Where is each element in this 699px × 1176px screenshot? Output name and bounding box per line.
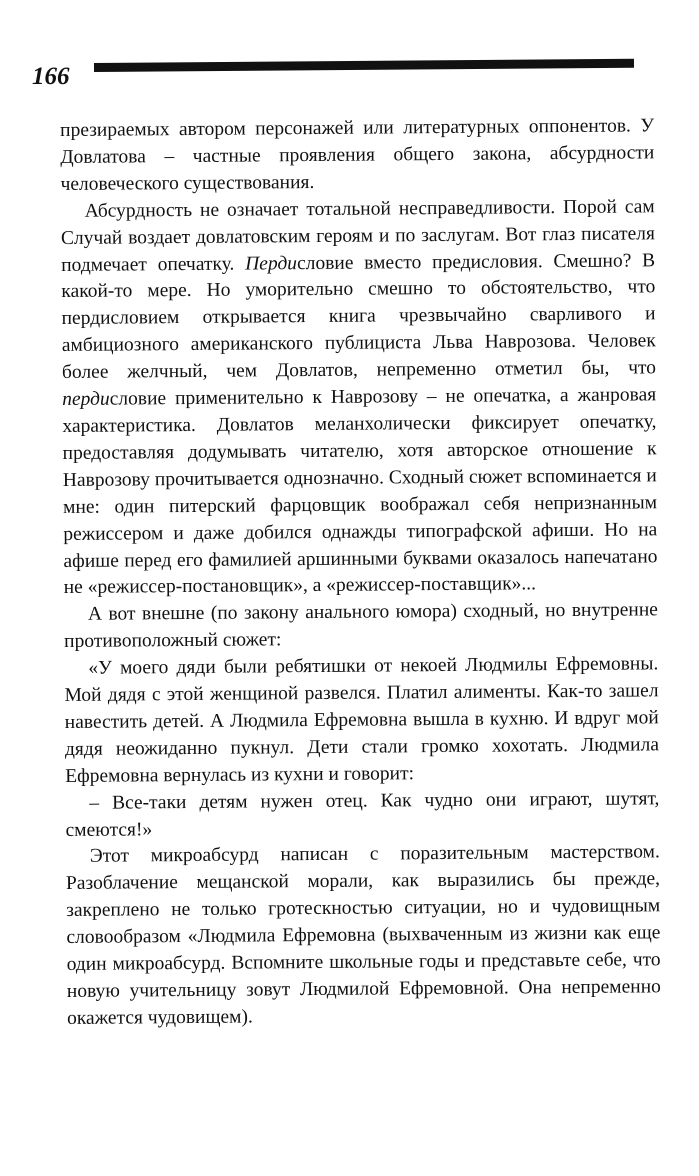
- paragraph-4: Этот микроабсурд написан с поразительным мастерством. Разоблачение мещанской морали, как выразились бы прежде, закреплено не только гротескностью ситуации, но и чудовищным словообразом «Людмила Ефремовна (выхваченным из жизни как еще один микроабсурд. Вспомните школьные годы и представьте себе, что новую учительницу зовут Людмилой Ефремовной. Она непременно окажется чудовищем).: [65, 841, 661, 1029]
- emphasis-perdi-1: Перди: [245, 252, 298, 275]
- body-text: [60, 113, 661, 1032]
- paragraph-2-text-1: Абсурдность не означает тотальной несправедливости. Порой сам Случай воздает довлатовским героям и по заслугам. Вот глаз писателя подмечает опечатку.: [60, 196, 656, 276]
- paragraph-3: А вот внешне (по закону анального юмора) сходный, но внутренне противоположный сюжет:: [64, 599, 658, 653]
- emphasis-perdi-2: перди: [62, 388, 110, 411]
- paragraph-2: [61, 194, 658, 602]
- paragraph-1: презираемых автором персонажей или литературных оппонентов. У Довлатова – частные проявления общего закона, абсурдности человеческого существования.: [60, 115, 655, 195]
- quote-paragraph-1: «У моего дяди были ребятишки от некоей Людмилы Ефремовны. Мой дядя с этой женщиной развелся. Платил алименты. Как-то зашел навестить детей. А Людмила Ефремовна вышла в кухню. И вдруг мой дядя неожиданно пукнул. Дети стали громко хохотать. Людмила Ефремовна вернулась из кухни и говорит:: [64, 653, 660, 787]
- page-header: [32, 60, 642, 94]
- page-number: 166: [32, 63, 70, 90]
- paragraph-2-text-2: словие вместо предисловия. Смешно? В какой-то мере. Но уморительно смешно то обстоятельство, что пердисловием открывается книга чрезвычайно сварливого и амбициозного американского публициста Льва Наврозова. Человек более желчный, чем Довлатов, непременно отметил бы, что: [61, 249, 657, 384]
- quote-paragraph-2: – Все-таки детям нужен отец. Как чудно они играют, шутят, смеются!»: [65, 787, 660, 841]
- paragraph-2-text-3: словие применительно к Наврозову – не опечатка, а жанровая характеристика. Довлатов меланхолически фиксирует опечатку, предоставляя додумывать читателю, хотя авторское отношение к Наврозову прочитывается однозначно. Сходный сюжет вспоминается и мне: один питерский фарцовщик воображал себя непризнанным режиссером и даже добился однажды типографской афиши. Но на афише перед его фамилией аршинными буквами оказалось напечатано не «режиссер-постановщик», а «режиссер-поставщик»...: [62, 384, 658, 599]
- header-rule: [94, 59, 634, 72]
